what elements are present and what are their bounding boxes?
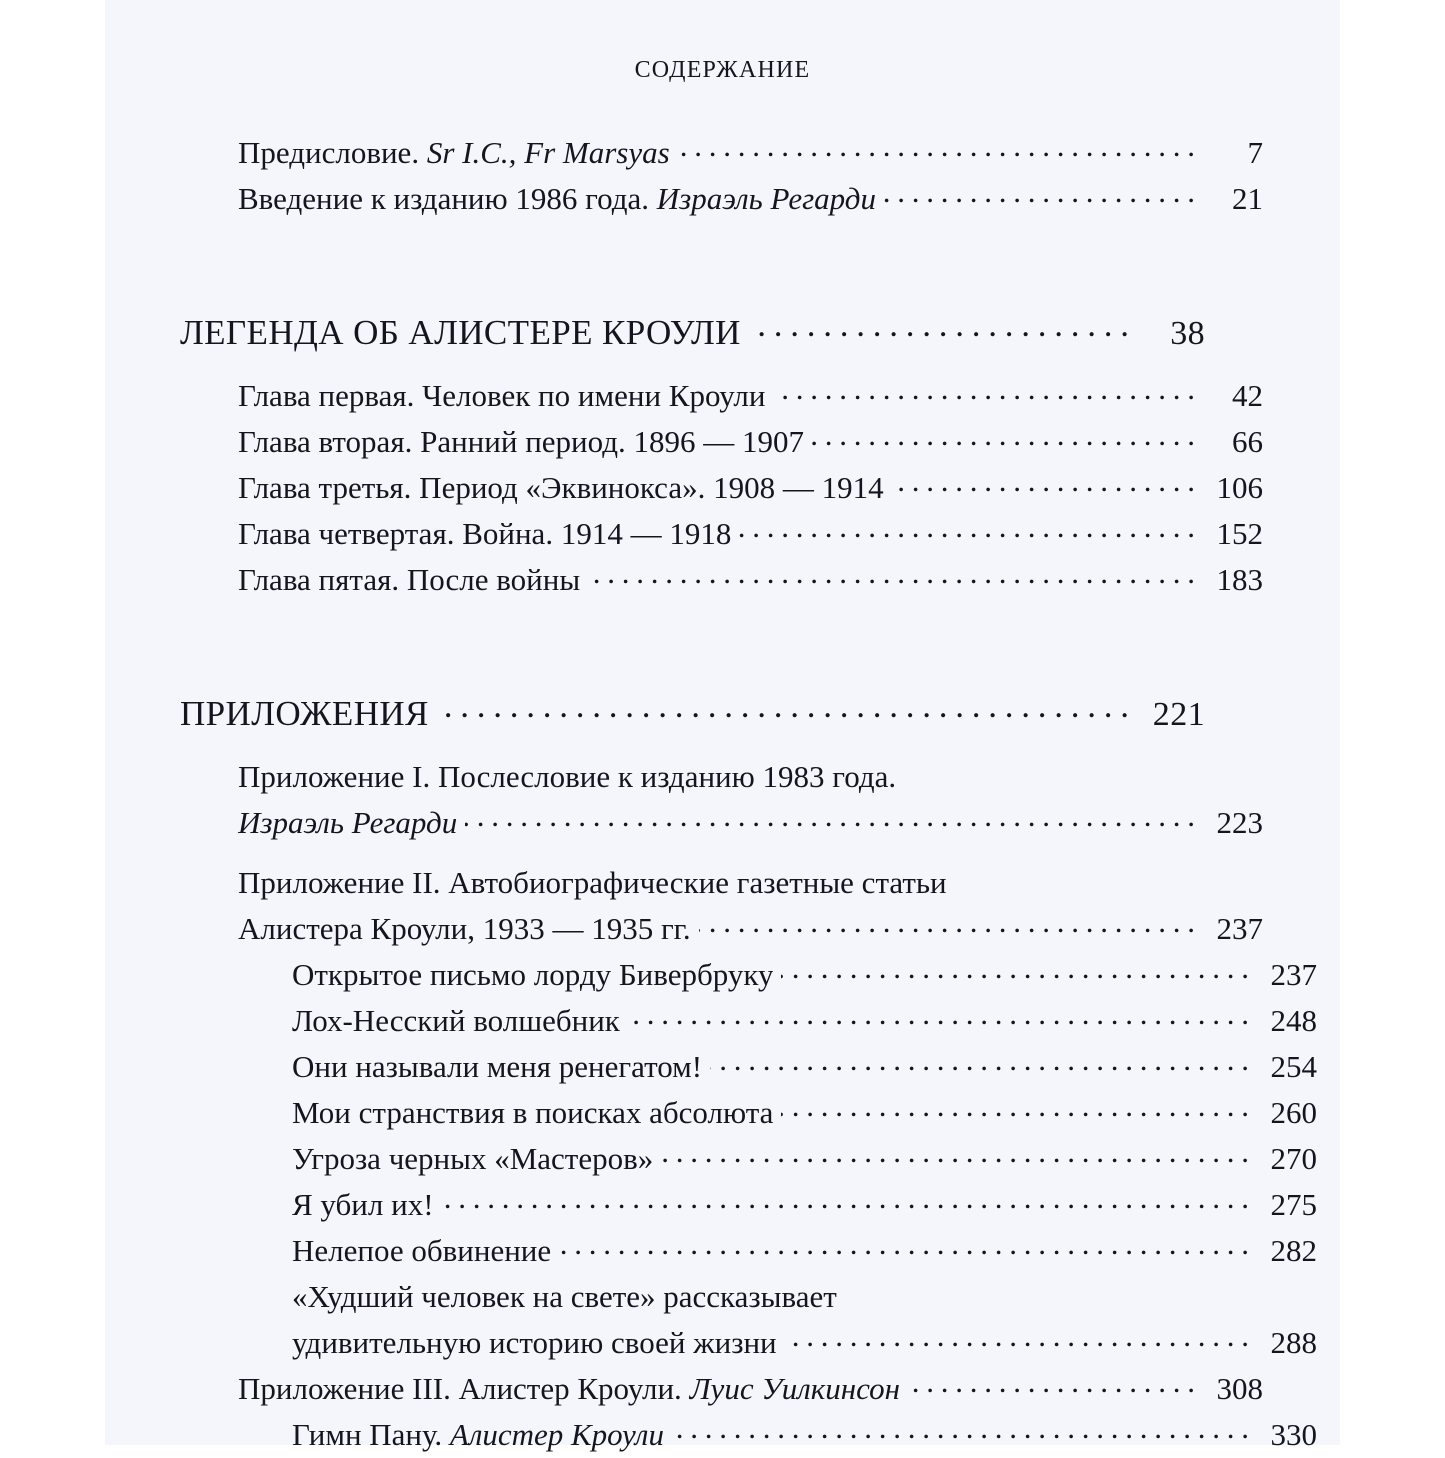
toc-entry-author: Алистер Кроули xyxy=(449,1417,664,1452)
toc-entry-title: Алистера Кроули, 1933 — 1935 гг. xyxy=(238,911,691,946)
spacer xyxy=(180,359,1205,373)
toc-entry-appendix-1-line-1[interactable] xyxy=(238,754,1263,800)
toc-entry-title: Глава первая. Человек по имени Кроули xyxy=(238,378,766,413)
toc-entry-page-number: 237 xyxy=(1270,957,1317,992)
toc-entry-introduction[interactable] xyxy=(238,176,1263,222)
toc-entry-page-number: 21 xyxy=(1232,181,1263,216)
toc-entry-page-number: 260 xyxy=(1270,1095,1317,1130)
toc-section-page-number: 221 xyxy=(1152,696,1205,733)
toc-entry-page-number: 270 xyxy=(1270,1141,1317,1176)
toc-entry-title xyxy=(238,1366,900,1412)
dot-leader xyxy=(672,1414,1249,1445)
toc-entry-title: Глава четвертая. Война. 1914 — 1918 xyxy=(238,516,732,551)
dot-leader xyxy=(908,1368,1195,1399)
toc-section-title: ЛЕГЕНДА ОБ АЛИСТЕРЕ КРОУЛИ xyxy=(180,313,741,352)
toc-entry-title xyxy=(238,176,876,222)
toc-entry-author: Sr I.C., Fr Marsyas xyxy=(426,135,670,170)
toc-list xyxy=(180,130,1317,1458)
toc-entry-article-wanderings[interactable] xyxy=(292,1090,1317,1136)
toc-entry-appendix-3[interactable] xyxy=(238,1366,1263,1412)
toc-entry-appendix-2-line-2[interactable] xyxy=(238,906,1263,952)
section-spacer xyxy=(180,603,1205,689)
dot-leader xyxy=(773,375,1195,406)
toc-entry-article-open-letter[interactable] xyxy=(292,952,1317,998)
toc-entry-title-text: Введение к изданию 1986 года. xyxy=(238,181,657,216)
toc-entry-author: Луис Уилкинсон xyxy=(689,1371,900,1406)
toc-entry-page-number: 330 xyxy=(1270,1417,1317,1452)
toc-entry-title: Глава пятая. После войны xyxy=(238,562,581,597)
toc-entry-title: «Худший человек на свете» рассказывает xyxy=(292,1279,837,1314)
dot-leader xyxy=(739,513,1195,544)
toc-entry-title-text: Предисловие. xyxy=(238,135,427,170)
toc-entry-title: Лох-Несский волшебник xyxy=(292,1003,620,1038)
toc-entry-preface[interactable] xyxy=(238,130,1263,176)
toc-entry-article-worst-man-line-2[interactable] xyxy=(292,1320,1317,1366)
toc-entry-title: Угроза черных «Мастеров» xyxy=(292,1141,654,1176)
dot-leader xyxy=(437,690,1129,725)
toc-entry-chapter-5[interactable] xyxy=(238,557,1263,603)
dot-leader xyxy=(628,1000,1249,1031)
toc-entry-page-number: 254 xyxy=(1270,1049,1317,1084)
dot-leader xyxy=(588,559,1195,590)
page-title: содержание xyxy=(634,48,811,85)
toc-entry-page-number: 282 xyxy=(1270,1233,1317,1268)
toc-entry-title: Я убил их! xyxy=(292,1187,434,1222)
dot-leader xyxy=(710,1046,1249,1077)
toc-entry-chapter-3[interactable] xyxy=(238,465,1263,511)
dot-leader xyxy=(781,954,1249,985)
toc-section-title: ПРИЛОЖЕНИЯ xyxy=(180,694,429,733)
toc-entry-page-number: 66 xyxy=(1232,424,1263,459)
toc-entry-page-number: 42 xyxy=(1232,378,1263,413)
toc-section-legend-of-aleister-crowley[interactable] xyxy=(180,308,1205,359)
dot-leader xyxy=(892,467,1195,498)
toc-entry-page-number: 106 xyxy=(1216,470,1263,505)
toc-entry-title: Глава третья. Период «Эквинокса». 1908 — 1914 xyxy=(238,470,884,505)
toc-entry-title: Открытое письмо лорду Бивербруку xyxy=(292,957,774,992)
toc-entry-article-loch-ness-wizard[interactable] xyxy=(292,998,1317,1044)
toc-entry-page-number: 248 xyxy=(1270,1003,1317,1038)
toc-entry-title xyxy=(292,1412,664,1458)
toc-entry-title-text: Гимн Пану. xyxy=(292,1417,450,1452)
toc-entry-title: Приложение II. Автобиографические газетные статьи xyxy=(238,865,947,900)
toc-entry-article-black-masters[interactable] xyxy=(292,1136,1317,1182)
toc-entry-hymn-to-pan[interactable] xyxy=(292,1412,1317,1458)
toc-entry-page-number: 223 xyxy=(1216,805,1263,840)
toc-entry-page-number: 288 xyxy=(1270,1325,1317,1360)
dot-leader xyxy=(559,1230,1249,1261)
toc-section-page-number: 38 xyxy=(1170,315,1205,352)
toc-entry-page-number: 237 xyxy=(1216,911,1263,946)
toc-entry-page-number: 7 xyxy=(1247,135,1263,170)
dot-leader xyxy=(699,908,1195,939)
toc-entry-title: удивительную историю своей жизни xyxy=(292,1325,777,1360)
section-spacer xyxy=(180,222,1205,308)
toc-entry-title xyxy=(238,130,670,176)
toc-entry-article-renegade[interactable] xyxy=(292,1044,1317,1090)
toc-entry-article-i-killed-them[interactable] xyxy=(292,1182,1317,1228)
dot-leader xyxy=(812,421,1195,452)
toc-entry-chapter-4[interactable] xyxy=(238,511,1263,557)
toc-entry-appendix-1-line-2[interactable] xyxy=(238,800,1263,846)
toc-entry-page-number: 275 xyxy=(1270,1187,1317,1222)
toc-entry-title: Мои странствия в поисках абсолюта xyxy=(292,1095,774,1130)
toc-entry-page-number: 183 xyxy=(1216,562,1263,597)
toc-entry-title-text: Приложение III. Алистер Кроули. xyxy=(238,1371,690,1406)
dot-leader xyxy=(661,1138,1249,1169)
spacer xyxy=(180,740,1205,754)
toc-entry-page-number: 308 xyxy=(1216,1371,1263,1406)
toc-entry-title: Нелепое обвинение xyxy=(292,1233,552,1268)
dot-leader xyxy=(465,802,1195,833)
dot-leader xyxy=(781,1092,1249,1123)
toc-entry-title: Глава вторая. Ранний период. 1896 — 1907 xyxy=(238,424,805,459)
dot-leader xyxy=(785,1322,1249,1353)
dot-leader xyxy=(442,1184,1249,1215)
toc-entry-chapter-1[interactable] xyxy=(238,373,1263,419)
dot-leader xyxy=(884,178,1195,209)
toc-entry-title: Приложение I. Послесловие к изданию 1983 года. xyxy=(238,759,897,794)
toc-entry-page-number: 152 xyxy=(1216,516,1263,551)
dot-leader xyxy=(678,132,1195,163)
toc-entry-appendix-2-line-1[interactable] xyxy=(238,860,1263,906)
toc-entry-chapter-2[interactable] xyxy=(238,419,1263,465)
toc-entry-article-absurd-accusation[interactable] xyxy=(292,1228,1317,1274)
toc-entry-author: Израэль Регарди xyxy=(656,181,876,216)
toc-entry-title: Они называли меня ренегатом! xyxy=(292,1049,703,1084)
toc-entry-article-worst-man-line-1[interactable] xyxy=(292,1274,1317,1320)
toc-section-appendices[interactable] xyxy=(180,689,1205,740)
dot-leader xyxy=(749,309,1129,344)
spacer xyxy=(180,846,1205,860)
toc-entry-author: Израэль Регарди xyxy=(238,805,458,840)
